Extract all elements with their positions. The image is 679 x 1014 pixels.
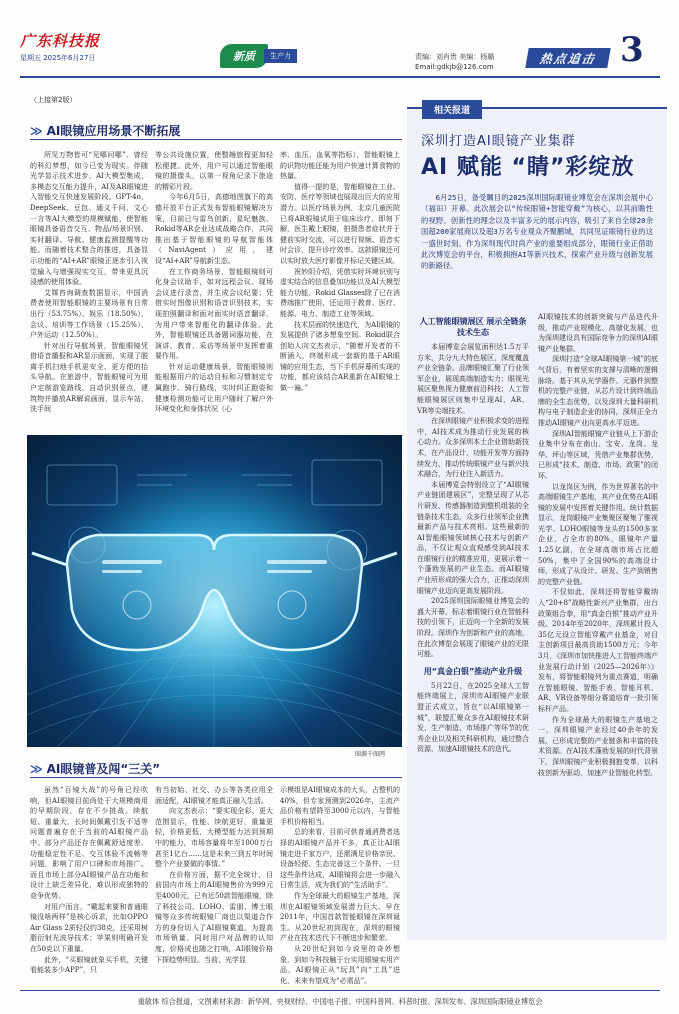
section-name: 新质 <box>220 44 268 68</box>
page-number: 3 <box>620 30 644 70</box>
paragraph: 针对出行导航场景，智能眼镜凭借语音播报和AR显示画面，实现了脱离手机扫地手机更安全、更方便的抬头导航。在旅游中，智能眼镜可为用户定制游览路线，自动识别景点，建筑物并播放AR解说画面，显示车站、洗手间 <box>30 341 148 414</box>
section2-col2 <box>155 785 273 985</box>
paragraph: 祝妙阴介绍，凭借实时环境识别与虚实结合的信息叠加功能以及AI大模型能力功能，Rokid Glasses除了已在消费端推广使用，还运用于教育、医疗、能源、电力、制造工业等领域。 <box>280 267 400 318</box>
sidebar-col-left <box>417 310 529 938</box>
editor-line: 责编：刘肖贵 美编：杨璐 <box>415 53 495 61</box>
paragraph: 示模组是AI眼镜成本的大头，占整机的40%，但专家预测到2026年，主流产品价格有望降至3000元以内，与智能手机价格相当。 <box>280 786 400 826</box>
paragraph: 不仅如此，深圳还将智能穿戴纳入“20+8”战略性新兴产业集群，出台政策组合拳，用“真金白银”推动产业升级。2014年至2020年，深圳累计投入35亿元设立智能穿戴产业基金，对目主创新项目最高资助1500万元；今年3月，《深圳市加快推进人工智能终端产业发展行动计划（2025—2026年）》发布，将智能眼镜列为重点赛道，明确在智能眼镜、智能手表、智能耳机、AR、VR设备等细分赛道培育一批引领标杆产品。 <box>538 588 658 713</box>
paragraph: 总的来看，目前可供普通消费者选择的AI眼镜产品并不多，真正让AI眼镜走进千家万户，还需满足价格亲民、设备轻便、生态完善这三个条件。一旦这些条件达成，AI眼镜将会进一步融入日常生活，成为我们的“生活助手”。 <box>280 828 400 890</box>
paragraph: 等公共设施位置，使整趟旅程更加轻松便捷。此外，用户可以通过智能眼镜的摄像头，以第一视角记录下旅途的精彩片段。 <box>155 151 273 191</box>
footer-rule <box>20 990 660 991</box>
double-chevron-icon: ≫ <box>30 761 41 776</box>
section2-col3 <box>280 785 400 985</box>
sidebar-subhead-2: 用“真金白银”推动产业升级 <box>423 666 523 676</box>
paragraph: 从20世纪到如今说里的奇妙想象，到如今科技触于台实用眼镜实用产品，AI眼镜正从“玩具”向“工具”进化，未来有望成为“必需品”。 <box>280 944 400 985</box>
paragraph: 作为全球最大的眼镜生产基地，深圳在AI眼镜领域发展潜力巨大。早在2011年，中国首款智能眼镜在深圳诞生。从20世纪初到现在，深圳的眼镜产业在技术迭代下不断进步和繁荣。 <box>280 891 400 943</box>
ar-glasses-photo <box>27 435 402 747</box>
section1-heading <box>30 122 402 140</box>
paragraph: 针对运动健康场景，智能眼镜则能根据用户的运动目标和习惯制定专属跑步、骑行路线，实时纠正跑姿和健康检测功能可让用户随时了解户外环境变化和身体状况（心 <box>155 362 273 414</box>
paragraph: 本届博览会展览面积达1.5万平方米，共分九大特色展区，深度覆盖产业全链条。品牌眼镜汇聚了行业领军企业，展现高端制造实力；眼视光展区聚焦视力健康前沿科技；人工智能眼镜展区则集中呈现AI、AR、VR等尖端技术。 <box>417 343 529 415</box>
sidebar-title: AI 赋能 “睛”彩绽放 <box>421 155 635 180</box>
editor-info <box>415 52 494 72</box>
paragraph: 技术层面的快速迭代，为AI眼镜的发展提供了诸多想象空间。Rokid联合创始人向文杰表示，“随着开发者的不断涌入，终端形成一套新的基于AR眼镜的应用生态，当下手机屏幕所实现的功能，都应该结合AR重新在AI眼镜上做一遍。” <box>280 320 400 393</box>
paragraph: 今年6月5日，高德地图旗下的高德开放平台正式发布智能眼镜解决方案，目前已与雷鸟创新、星纪魅族、Rokid等AR企业达成战略合作，共同推出基于智能眼镜的导航智能体（NaviAgent）应用，建设“AI+AR”导航新生态。 <box>155 193 273 265</box>
section2-heading <box>30 760 402 778</box>
continuation-note: （上接第2版） <box>30 96 77 104</box>
paragraph: 作为全球最大的眼镜生产基地之一，深圳眼镜产业经过40余年的发展，已形成完整的产业链条和丰富的技术资源。在AI技术蓬勃发展的时代背景下，深圳眼镜产业积极拥抱变革，以科技创新为驱动，加速产业智能化转型。 <box>538 715 658 777</box>
paragraph: 虽然“百镜大战”的号角已经吹响，但AI眼镜目前尚处于大规模商用的早期阶段，存在不少挑战。续航短、重量大，长时间佩戴引发不适等问题普遍存在于当前的AI眼镜产品中。部分产品还存在佩戴舒适度差、功能稳定性不足、交互体验不流畅等问题，影响了用户口碑和市场推广。而且市场上部分AI眼镜产品在功能和设计上缺乏差异化，难以形成独特的竞争优势。 <box>30 786 148 900</box>
paragraph: 在工作商务场景，智能眼镜则可化身会议助手，如对远程会议、现场会议进行录音，并生成会议纪要；凭借实时图像识别和语音识别技术，实现拍照翻译和面对面实时语音翻译，为用户带来智能化的翻译体验。此外，智能眼镜还具备题词器功能，在演讲、教育、采访等场景中发挥着重要作用。 <box>155 267 273 361</box>
section2-col1 <box>30 785 148 985</box>
email-line: Email:gdkjb@126.com <box>415 63 494 71</box>
hot-badge: 热点追击 <box>525 48 611 68</box>
paragraph: 艾媒咨询调查数据显示，中国消费者使用智能眼镜的主要场景有日常出行（53.75%）、娱乐（18.50%）、会议、培训等工作场景（15.25%）、户外运动（12.50%）。 <box>30 288 148 340</box>
paragraph: 对用户而言，“戴起来要和普通眼镜没啥两样”是核心诉求，比如OPPO Air Glass 2质轻仅约38克，还采用树脂衍射光波导技术；苹果则明确开发在50克以下重量。 <box>30 902 148 953</box>
sidebar-kicker: 深圳打造AI眼镜产业集群 <box>421 134 576 149</box>
sidebar-lede <box>421 192 653 272</box>
ar-glasses-illustration <box>27 435 402 747</box>
section-sub: 生产力 <box>264 49 297 63</box>
sidebar-subhead-1: 人工智能眼镜展区 展示全链条技术生态 <box>419 317 527 337</box>
paragraph: 值得一提的是，智能眼镜在工业、安防、医疗等领域也展现出巨大的应用潜力。以医疗场景为例，北京几童医院已将AR眼镜试用于临床诊疗、即刻下解，医生戴上眼镜，拍摄患者症状并于健前实时交流，可以进行视频、语音实时会诊，提升诊疗效率。这款眼镜还可以实时放大医疗影像并标记关键区域。 <box>280 182 400 265</box>
paragraph: 2025深圳国际眼镜业博览会的盛大开幕，标志着眼镜行业在智能科技的引领下，正迈向一个全新的发展阶段。深圳作为创新和产业的高地，在此次博览会展现了眼镜产业的无限可能。 <box>417 597 529 659</box>
paragraph: 有当初始、社交、办公等各类应用全面适配，AI眼镜才能真正融入生活。 <box>155 786 273 805</box>
section1-title: AI眼镜应用场景不断拓展 <box>46 124 181 138</box>
paragraph: 向文杰表示：“要实现全彩、更大范围显示，性能、续航更好，重量更轻，价格更低，大模型能力达到预期中的能力，市场容量将年至1000万台甚至1亿台……这是未来三到五年时间整个产业要做的事情。” <box>155 807 273 869</box>
dateline: 星期五 2025年6月27日 <box>20 54 96 62</box>
sidebar-col-right <box>538 312 658 938</box>
section1-col3 <box>280 150 400 432</box>
related-report-label: 相关报道 <box>422 100 482 119</box>
double-chevron-icon: ≫ <box>30 123 41 138</box>
paragraph: 5月22日，在2025全球人工智能终端展上，深圳市AI眼镜产业联盟正式成立，旨在“以AI眼镜第一城”，联盟汇聚众多在AI眼镜技术研发、生产制造、市场推广等环节的优秀企业以及相关科研机构，通过整合资源，加速AI眼镜技术的迭代。 <box>417 681 529 754</box>
paragraph: 此外，“买眼镜就象买手机，关键看能装多少APP”，只 <box>30 955 148 975</box>
paragraph: 以龙岗区为例，作为世界著名的中高端眼镜生产基地，其产业优势在AI眼镜的发展中发挥着关键作用。统计数据显示，龙岗眼镜产业集聚区聚集了雅视光学、LOHO眼镜等龙头的1500多家企业，占全市的80%，眼镜年产量1.25亿副，在全球高端市场占比超50%，集中了全国90%的高端设计师，形成了从设计、研发、生产到销售的完整产业链。 <box>538 482 658 586</box>
section2-title: AI眼镜普及闯“三关” <box>46 762 161 776</box>
paragraph: 深圳AI智能眼镜产业链从上下游企业集中分布在南山、宝安、龙岗、龙华、坪山等区域，凭借产业集群优势，已形成“技术、制造、市场、政策”的闭环。 <box>538 429 658 480</box>
paragraph: 率、血压、血氧等指标），智能眼镜上的识物功能还能为用户快速计算食物的热量。 <box>280 151 400 181</box>
footer-credits: 重敏体 综合报道，文图素材来源：新华网、央视财经、中国电子报、中国科普网、科普时报、深圳发布、深圳国际眼镜业博览会 <box>137 997 543 1006</box>
section1-col1 <box>30 150 148 432</box>
paragraph: 本届博览会特别设立了“AI眼镜产业链团建展区”，完整呈现了从芯片研发、传感器制造到整机组装的全链条技术生态，众多行业领军企业携最新产品与技术亮相。这些最新的AI智能眼镜领域核心技术与创新产品，不仅让观众直观感受到AI技术在眼镜行业的精准应用，更展示着一个蓬勃发展的产业生态。而AI眼镜产业所形成的强大合力，正推动深圳眼镜产业迈向更高发展阶段。 <box>417 480 529 595</box>
photo-caption: 图源千图网 <box>355 751 386 758</box>
paragraph: AI眼镜技术的创新突破与产品迭代升级，推动产业规模化、高端化发展，也为深圳建设具有国际竞争力的深圳AI眼镜产业集群。 <box>538 313 658 353</box>
paragraph: 所见万物皆可“见哪问哪”、曾经的科幻梦想，如今已变为现实。伴随光学显示技术进步，AI大模型集成，多模态交互能力提升，AI及AR眼镜进入智能交互快速发展阶段。GPT-4o、DeepSeek、豆包、通义千问、文心一言等AI大模型的规模赋能，使智能眼镜具备语音交互、物品/场景识别、实时翻译、导航、健康监测提醒等功能。而随着技术整合的推进，具备显示功能的“AI+AR”眼镜正逐步引入视觉输入与增强现实交互，带来更具沉浸感的使用体验。 <box>30 151 148 287</box>
paragraph: 在深圳眼镜产业积极求变的进程中，AI技术成为推动行业发展的核心动力。众多深圳本土企业借助新技术，在产品设计、功能开发等方面持续发力，推动传统眼镜产业与新兴技术融合，为行业注入新活力。 <box>417 417 529 479</box>
paragraph: 6月25日，备受瞩目的2025深圳国际眼镜业博览会在深圳会展中心（福田）开幕。此次展会以“传统眼镜+智能穿戴”为核心，以其前瞻性的视野、创新性的理念以及丰富多元的展示内容，吸引了来自全球20余国超200家展商以及超3万名专业观众齐聚鹏城，共同见证眼镜行业的这一盛世时刻。作为深圳现代时尚产业的重要组成部分，眼镜行业正借助此次博览会的平台，积极拥抱AI等新兴技术，探索产业升级与创新发展的新路径。 <box>421 193 653 271</box>
newspaper-logo: 广东科技报 <box>20 32 101 50</box>
masthead <box>20 30 100 63</box>
header-rule <box>20 76 660 78</box>
paragraph: 深圳打造“全球AI眼镜第一城”的底气背后，有着坚实的支撑与清晰的逻辑脉络。基于其从光学器件、元器件到整机的完整产业链，从芯片设计到终端品牌的全生态优势，以及深圳大量科研机构与电子制造企业的协同，深圳正全力推动AI眼镜产业向更高水平迈进。 <box>538 355 658 427</box>
paragraph: 在价格方面，据不完全统计，目前国内市场上的AI眼镜售价为999元至4000元，已有近50款智能眼镜，除了科技公司、LOHO、雷朋、博士眼镜等众多传统眼镜厂商也以渠道合作方的身份切入了AI眼镜赛道。为提高市场销量，同时用户对品牌的认知度，价格成也随之打响，AI眼镜价格下探趋势明显。当前，光学显 <box>155 870 273 964</box>
section-badge <box>220 44 297 68</box>
section1-col2 <box>155 150 273 432</box>
